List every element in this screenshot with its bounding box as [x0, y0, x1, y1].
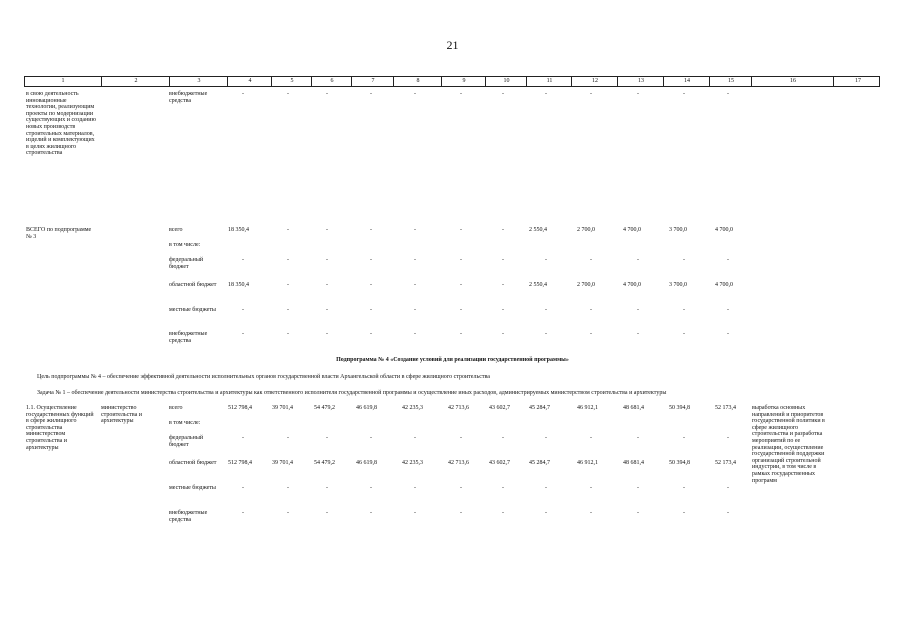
value-cell: 4 700,0: [623, 282, 641, 288]
value-cell: -: [460, 331, 462, 337]
value-cell: -: [727, 257, 729, 263]
value-cell: -: [545, 91, 547, 97]
value-cell: -: [414, 91, 416, 97]
total-label: ВСЕГО по подпрограмме № 3: [26, 227, 92, 240]
value-cell: -: [637, 307, 639, 313]
value-cell: 50 394,8: [669, 460, 690, 466]
value-cell: -: [287, 435, 289, 441]
value-cell: -: [287, 91, 289, 97]
value-cell: -: [326, 307, 328, 313]
funding-source: всего: [169, 405, 183, 411]
value-cell: -: [637, 510, 639, 516]
value-cell: -: [326, 282, 328, 288]
value-cell: -: [727, 307, 729, 313]
funding-source: внебюджетные средства: [169, 331, 208, 344]
value-cell: -: [502, 435, 504, 441]
value-cell: 3 700,0: [669, 282, 687, 288]
value-cell: -: [414, 510, 416, 516]
value-cell: 43 602,7: [489, 405, 510, 411]
value-cell: -: [502, 331, 504, 337]
header-cell-4: 4: [227, 77, 272, 86]
value-cell: -: [683, 307, 685, 313]
subprogram-task: Задача № 1 – обеспечение деятельности министерства строительства и архитектуры как ответственного исполнителя государственной программы и осуществление иных расходов, администрируемых министерством строительства и архитектуры: [37, 390, 667, 396]
value-cell: -: [502, 257, 504, 263]
value-cell: -: [545, 257, 547, 263]
header-cell-9: 9: [441, 77, 486, 86]
value-cell: 50 394,8: [669, 405, 690, 411]
value-cell: -: [370, 91, 372, 97]
value-cell: -: [414, 485, 416, 491]
value-cell: -: [414, 307, 416, 313]
value-cell: -: [545, 331, 547, 337]
value-cell: -: [590, 485, 592, 491]
value-cell: 42 713,6: [448, 460, 469, 466]
header-cell-16: 16: [751, 77, 834, 86]
value-cell: -: [326, 331, 328, 337]
value-cell: 42 235,3: [402, 460, 423, 466]
value-cell: 45 284,7: [529, 405, 550, 411]
value-cell: 52 173,4: [715, 405, 736, 411]
funding-source: областной бюджет: [169, 460, 217, 466]
header-cell-5: 5: [271, 77, 312, 86]
value-cell: 46 619,8: [356, 405, 377, 411]
value-cell: -: [287, 485, 289, 491]
header-cell-8: 8: [393, 77, 442, 86]
funding-source: в том числе:: [169, 420, 201, 426]
value-cell: -: [242, 510, 244, 516]
header-cell-14: 14: [663, 77, 710, 86]
value-cell: -: [287, 227, 289, 233]
value-cell: -: [370, 435, 372, 441]
value-cell: -: [590, 435, 592, 441]
funding-source: внебюджетные средства: [169, 91, 208, 104]
value-cell: 4 700,0: [715, 282, 733, 288]
value-cell: -: [242, 307, 244, 313]
value-cell: -: [242, 91, 244, 97]
value-cell: 54 479,2: [314, 460, 335, 466]
value-cell: 512 798,4: [228, 460, 252, 466]
value-cell: -: [326, 257, 328, 263]
value-cell: -: [242, 331, 244, 337]
value-cell: -: [414, 282, 416, 288]
header-cell-7: 7: [351, 77, 394, 86]
value-cell: -: [637, 257, 639, 263]
header-cell-13: 13: [617, 77, 664, 86]
measure-name: 1.1. Осуществление государственных функций в сфере жилищного строительства министерством строительства и архитектуры: [26, 405, 94, 451]
value-cell: -: [545, 485, 547, 491]
measure-description: в свою деятельность инновационные технологии, реализующим проекты по модернизации существующих и созданию новых производств строительных материалов, изделий и комплектующих в целях жилищного строительства: [26, 91, 96, 157]
value-cell: 52 173,4: [715, 460, 736, 466]
value-cell: 3 700,0: [669, 227, 687, 233]
value-cell: -: [590, 307, 592, 313]
value-cell: 4 700,0: [715, 227, 733, 233]
value-cell: 18 350,4: [228, 227, 249, 233]
value-cell: 18 350,4: [228, 282, 249, 288]
value-cell: 2 550,4: [529, 227, 547, 233]
header-cell-12: 12: [571, 77, 618, 86]
page-number: 21: [446, 38, 459, 52]
value-cell: -: [502, 227, 504, 233]
value-cell: -: [460, 227, 462, 233]
funding-source: в том числе:: [169, 242, 201, 248]
value-cell: -: [637, 485, 639, 491]
value-cell: -: [326, 485, 328, 491]
value-cell: -: [370, 257, 372, 263]
value-cell: -: [414, 331, 416, 337]
funding-source: областной бюджет: [169, 282, 217, 288]
value-cell: -: [683, 257, 685, 263]
header-cell-10: 10: [485, 77, 527, 86]
value-cell: -: [287, 257, 289, 263]
value-cell: -: [287, 510, 289, 516]
funding-source: федеральный бюджет: [169, 435, 204, 448]
value-cell: -: [370, 282, 372, 288]
value-cell: -: [590, 91, 592, 97]
value-cell: 48 681,4: [623, 405, 644, 411]
subprogram-title: Подпрограмма № 4 «Создание условий для реализации государственной программы»: [336, 357, 569, 363]
value-cell: -: [637, 91, 639, 97]
header-cell-11: 11: [526, 77, 572, 86]
value-cell: 39 701,4: [272, 405, 293, 411]
value-cell: -: [460, 91, 462, 97]
value-cell: -: [414, 227, 416, 233]
value-cell: -: [370, 510, 372, 516]
value-cell: 46 912,1: [577, 405, 598, 411]
value-cell: -: [326, 435, 328, 441]
funding-source: местные бюджеты: [169, 307, 216, 313]
funding-source: внебюджетные средства: [169, 510, 208, 523]
value-cell: -: [502, 510, 504, 516]
value-cell: -: [326, 91, 328, 97]
value-cell: -: [545, 510, 547, 516]
value-cell: 48 681,4: [623, 460, 644, 466]
value-cell: -: [370, 227, 372, 233]
value-cell: 42 713,6: [448, 405, 469, 411]
value-cell: -: [460, 307, 462, 313]
funding-source: федеральный бюджет: [169, 257, 204, 270]
value-cell: 54 479,2: [314, 405, 335, 411]
value-cell: 2 700,0: [577, 227, 595, 233]
value-cell: -: [683, 485, 685, 491]
value-cell: -: [545, 307, 547, 313]
value-cell: 42 235,3: [402, 405, 423, 411]
header-cell-15: 15: [709, 77, 752, 86]
value-cell: -: [460, 282, 462, 288]
value-cell: 2 700,0: [577, 282, 595, 288]
value-cell: -: [727, 485, 729, 491]
header-cell-3: 3: [169, 77, 228, 86]
value-cell: -: [545, 435, 547, 441]
header-cell-1: 1: [61, 78, 65, 84]
value-cell: -: [683, 435, 685, 441]
value-cell: 45 284,7: [529, 460, 550, 466]
value-cell: 4 700,0: [623, 227, 641, 233]
value-cell: -: [502, 282, 504, 288]
value-cell: 43 602,7: [489, 460, 510, 466]
value-cell: -: [242, 435, 244, 441]
value-cell: -: [460, 510, 462, 516]
value-cell: -: [727, 435, 729, 441]
value-cell: -: [287, 331, 289, 337]
value-cell: -: [727, 91, 729, 97]
expected-result: выработка основных направлений и приоритетов государственной политики в сфере жилищного строительства и разработка мероприятий по ее реализации, осуществление государственной поддержки организаций строительной индустрии, в том числе в рамках государственных программ: [752, 405, 825, 484]
value-cell: -: [590, 257, 592, 263]
executor: министерство строительства и архитектуры: [101, 405, 142, 425]
subprogram-goal: Цель подпрограммы № 4 – обеспечение эффективной деятельности исполнительных органов государственной власти Архангельской области в сфере жилищного строительства: [37, 374, 490, 380]
funding-source: местные бюджеты: [169, 485, 216, 491]
value-cell: -: [370, 307, 372, 313]
header-cell-6: 6: [311, 77, 352, 86]
table-header-row: [24, 76, 880, 87]
value-cell: -: [414, 257, 416, 263]
value-cell: 512 798,4: [228, 405, 252, 411]
value-cell: -: [370, 485, 372, 491]
value-cell: -: [590, 331, 592, 337]
value-cell: -: [242, 485, 244, 491]
value-cell: -: [460, 485, 462, 491]
value-cell: -: [287, 282, 289, 288]
value-cell: -: [727, 331, 729, 337]
value-cell: -: [502, 307, 504, 313]
header-cell-2: 2: [101, 77, 170, 86]
value-cell: -: [287, 307, 289, 313]
value-cell: -: [370, 331, 372, 337]
value-cell: -: [326, 227, 328, 233]
value-cell: -: [502, 91, 504, 97]
value-cell: 46 619,8: [356, 460, 377, 466]
value-cell: 39 701,4: [272, 460, 293, 466]
header-cell-17: 17: [833, 77, 882, 86]
value-cell: -: [414, 435, 416, 441]
value-cell: -: [460, 435, 462, 441]
value-cell: 46 912,1: [577, 460, 598, 466]
value-cell: -: [683, 331, 685, 337]
value-cell: -: [637, 435, 639, 441]
value-cell: -: [590, 510, 592, 516]
value-cell: -: [460, 257, 462, 263]
value-cell: -: [637, 331, 639, 337]
value-cell: -: [326, 510, 328, 516]
value-cell: -: [242, 257, 244, 263]
value-cell: 2 550,4: [529, 282, 547, 288]
funding-source: всего: [169, 227, 183, 233]
value-cell: -: [683, 510, 685, 516]
value-cell: -: [502, 485, 504, 491]
value-cell: -: [683, 91, 685, 97]
value-cell: -: [727, 510, 729, 516]
